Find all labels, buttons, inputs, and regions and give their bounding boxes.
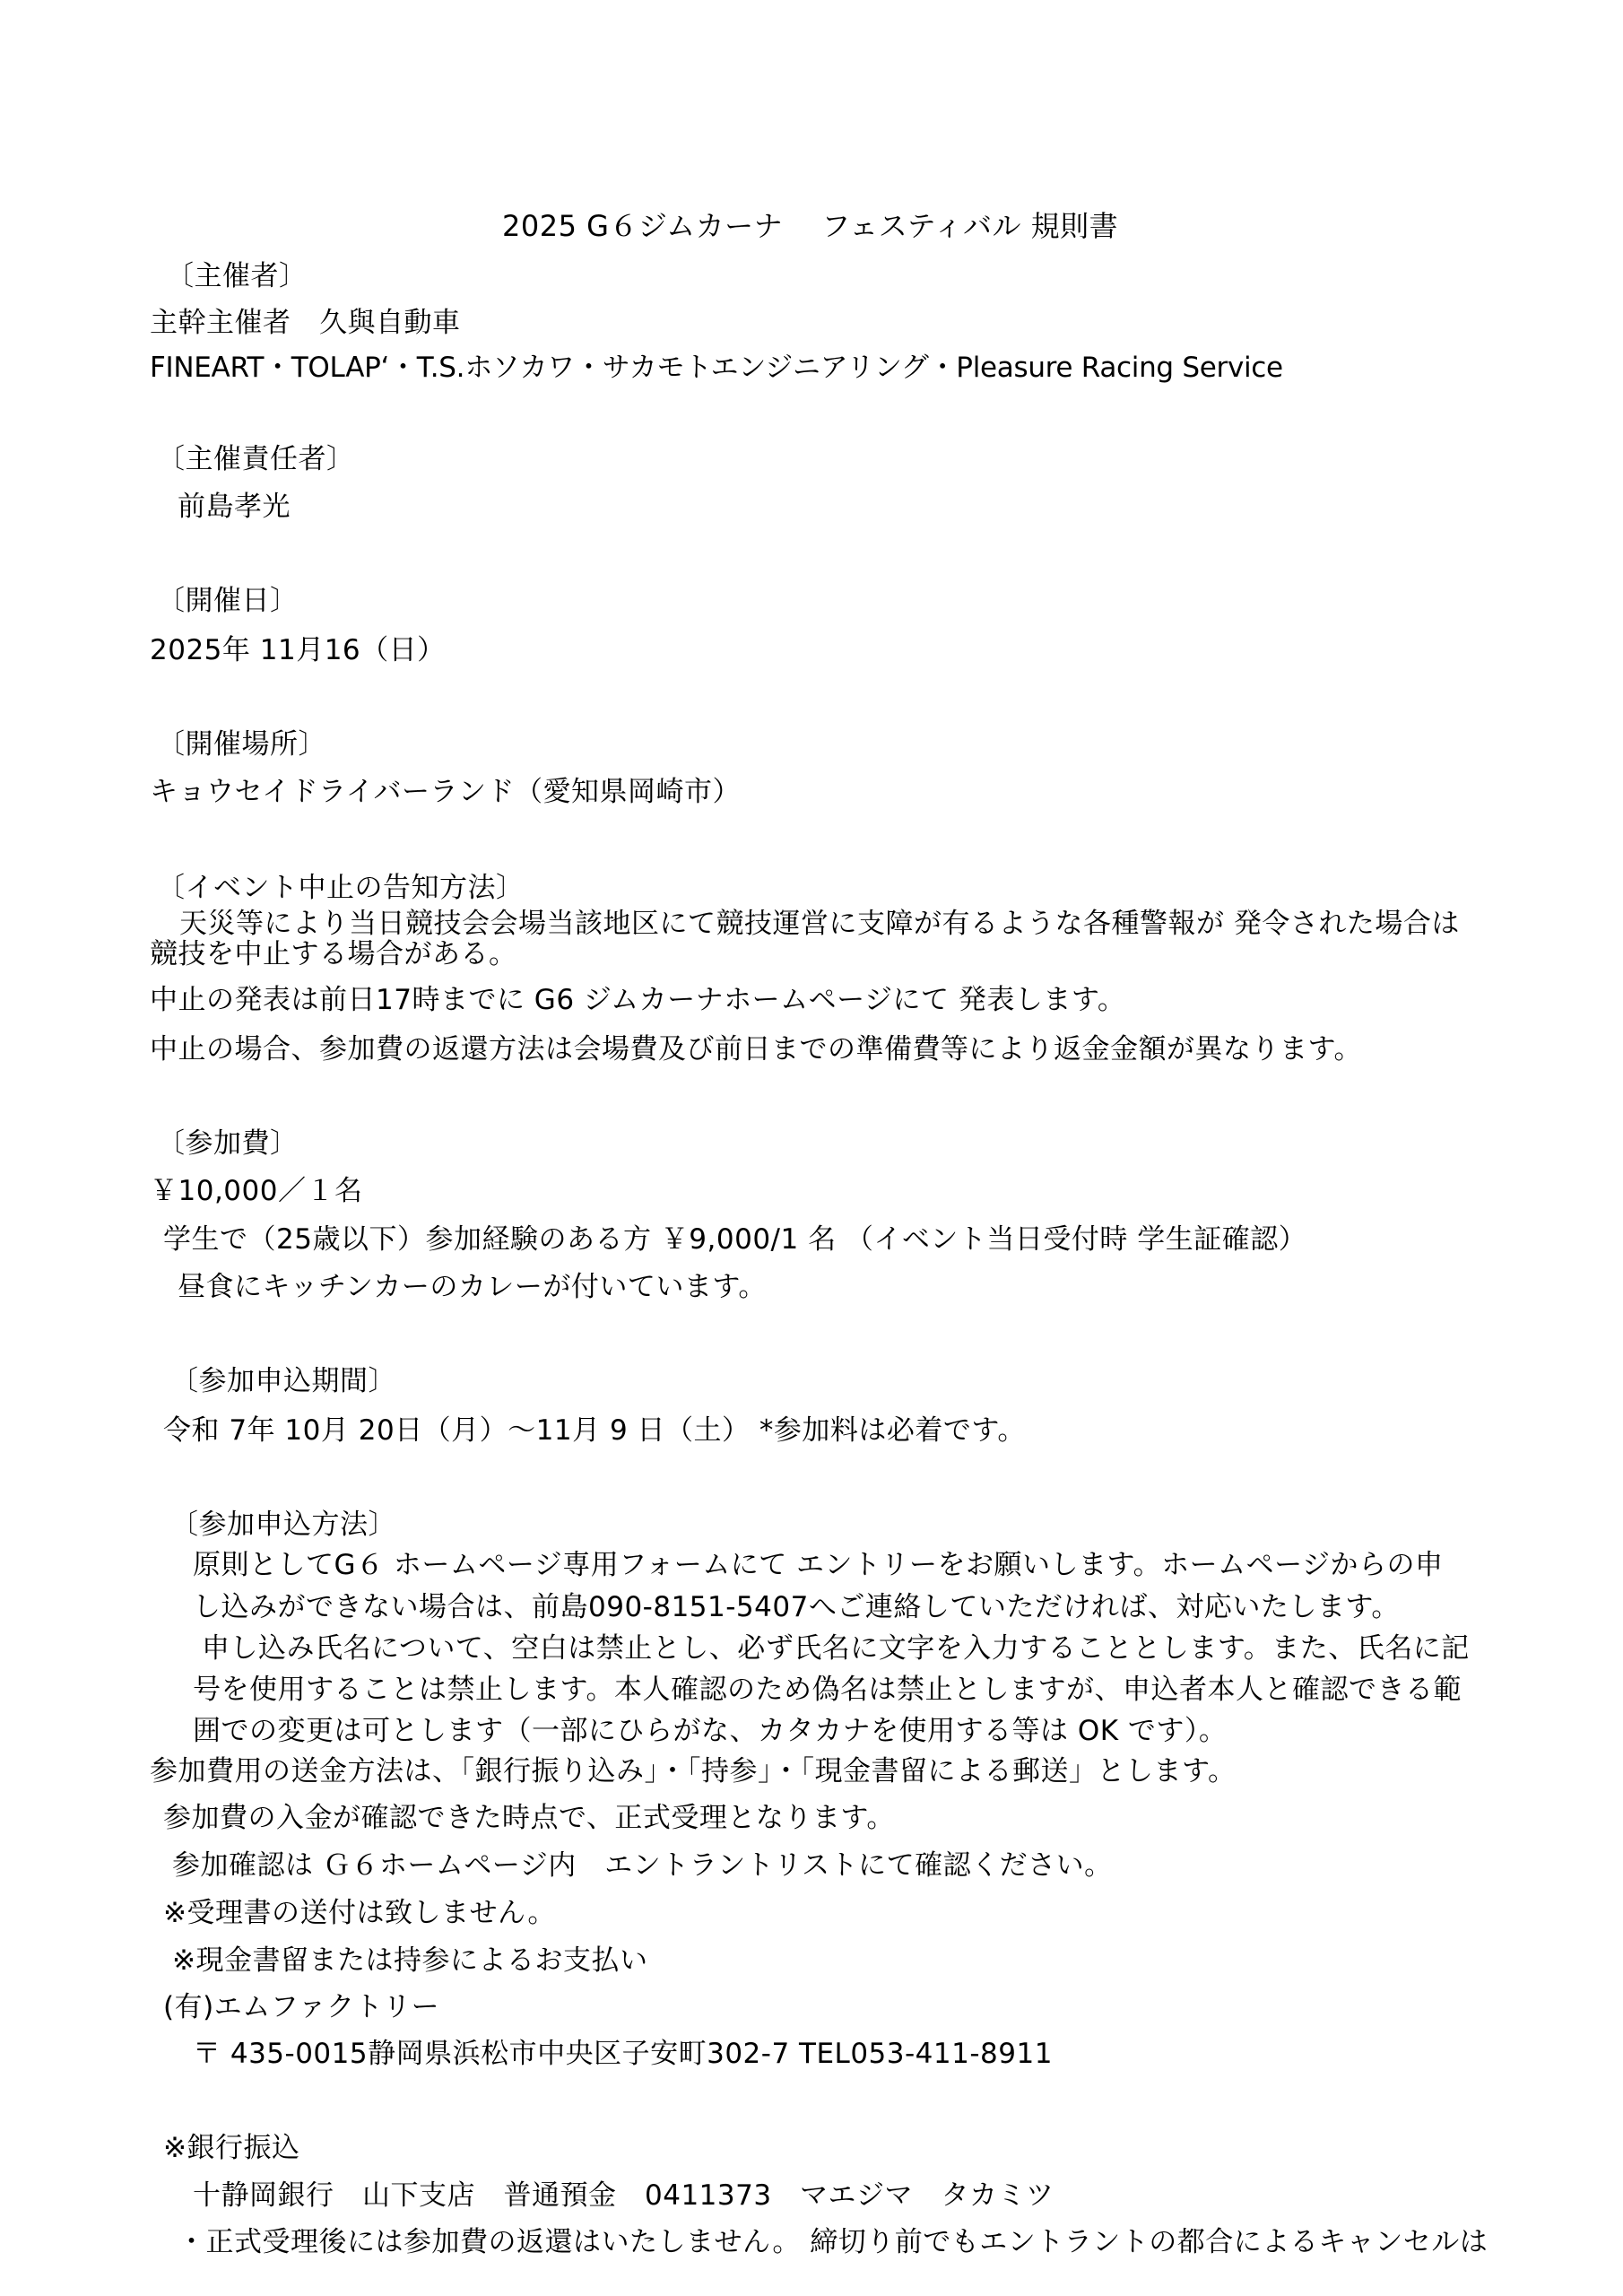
cancel-line-1: 天災等により当日競技会会場当該地区にて競技運営に支障が有るような各種警報が 発令された場合は [179,908,1460,940]
cancel-line-3: 中止の発表は前日17時までに G6 ジムカーナホームページにて 発表します。 [150,984,1126,1016]
company-name: (有)エムファクトリー [163,1991,440,2023]
remit-line-2: 参加費の入金が確認できた時点で、正式受理となります。 [163,1802,895,1834]
cancel-line-2: 競技を中止する場合がある。 [150,938,517,970]
remit-line-3: 参加確認は Ｇ６ホームページ内 エントラントリストにて確認ください。 [172,1849,1113,1882]
responsible-name: 前島孝光 [178,491,291,523]
method-line-2: し込みができない場合は、前島090-8151-5407へご連絡していただければ、対応いたします。 [193,1591,1400,1623]
venue-value: キョウセイドライバーランド（愛知県岡崎市） [150,776,742,808]
period-heading: 〔参加申込期間〕 [170,1365,396,1397]
period-value: 令和 7年 10月 20日（月）～11月 9 日（土） *参加料は必着です。 [163,1414,1026,1447]
document-title: 2025 G６ジムカーナ フェスティバル 規則書 [502,209,1119,243]
bank-heading: ※銀行振込 [163,2132,300,2164]
responsible-heading: 〔主催責任者〕 [157,443,355,475]
fee-heading: 〔参加費〕 [157,1127,299,1160]
organizer-main: 主幹主催者 久與自動車 [150,307,461,339]
company-address: 〒 435-0015静岡県浜松市中央区子安町302-7 TEL053-411-8911 [193,2038,1053,2070]
organizer-heading: 〔主催者〕 [166,260,308,292]
remit-line-1: 参加費用の送金方法は、「銀行振り込み」・「持参」・「現金書留による郵送」とします。 [150,1755,1237,1787]
venue-heading: 〔開催場所〕 [157,728,326,761]
cancel-line-4: 中止の場合、参加費の返還方法は会場費及び前日までの準備費等により返金金額が異なります。 [150,1033,1363,1065]
remit-line-5: ※現金書留または持参によるお支払い [172,1944,648,1977]
method-line-3: 申し込み氏名について、空白は禁止とし、必ず氏名に文字を入力することとします。また、氏名に記 [202,1632,1470,1665]
fee-line-1: ￥10,000／１名 [150,1175,363,1207]
date-heading: 〔開催日〕 [157,585,299,617]
method-line-5: 囲での変更は可とします（一部にひらがな、カタカナを使用する等は OK です）。 [193,1715,1228,1747]
organizer-co: FINEART・TOLAP‘・T.S.ホソカワ・サカモトエンジニアリング・Pleasure Racing Service [150,352,1283,384]
refund-note: ・正式受理後には参加費の返還はいたしません。 締切り前でもエントラントの都合によるキャンセルは [178,2226,1488,2258]
remit-line-4: ※受理書の送付は致しません。 [163,1897,556,1929]
bank-value: 十静岡銀行 山下支店 普通預金 0411373 マエジマ タカミツ [193,2179,1055,2212]
date-value: 2025年 11月16（日） [150,634,446,666]
cancel-heading: 〔イベント中止の告知方法〕 [157,872,525,904]
method-line-4: 号を使用することは禁止します。本人確認のため偽名は禁止としますが、申込者本人と確認できる範 [193,1674,1462,1706]
fee-line-2: 学生で（25歳以下）参加経験のある方 ￥9,000/1 名 （イベント当日受付時 学生証確認） [163,1223,1307,1256]
method-heading: 〔参加申込方法〕 [170,1509,396,1541]
method-line-1: 原則としてG６ ホームページ専用フォームにて エントリーをお願いします。ホームページからの申 [193,1549,1444,1581]
fee-line-3: 昼食にキッチンカーのカレーが付いています。 [178,1271,767,1303]
